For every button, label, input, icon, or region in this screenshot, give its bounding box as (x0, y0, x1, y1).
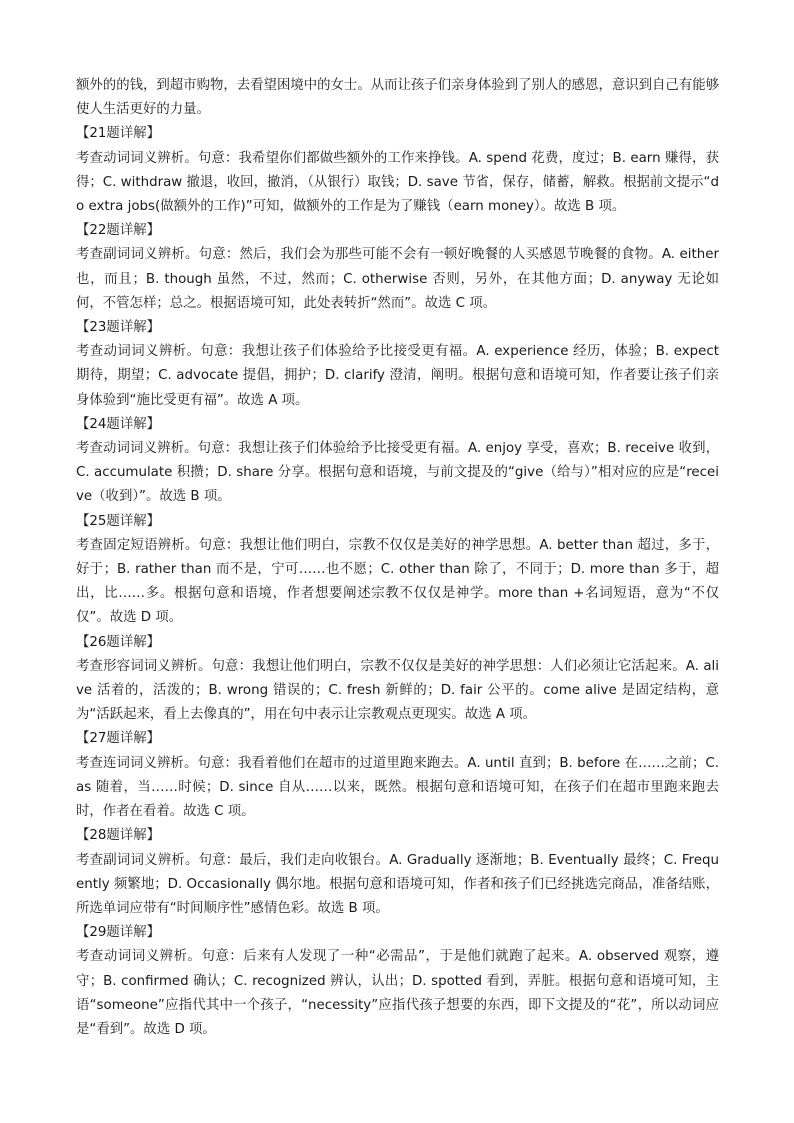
section-heading: 【23题详解】 (76, 320, 160, 336)
section-heading: 【29题详解】 (76, 925, 160, 941)
section-body: 考查副词词义辨析。句意：然后，我们会为那些可能不会有一顿好晚餐的人买感恩节晚餐的食物。A. either 也，而且；B. though 虽然，不过，然而；C. otherwise 否则，另外，在其他方面；D. anyway 无论如何，不管怎样；总之。根据语境可知，此处表转折“然而”。故选 C 项。 (76, 247, 719, 311)
section-body: 考查动词词义辨析。句意：我想让孩子们体验给予比接受更有福。A. experience 经历，体验；B. expect 期待，期望；C. advocate 提倡，拥护；D. clarify 澄清，阐明。根据句意和语境可知，作者要让孩子们亲身体验到“施比受更有福”。故选 A 项。 (76, 344, 719, 408)
section-26 (76, 631, 719, 728)
section-25 (76, 510, 719, 631)
section-heading: 【28题详解】 (76, 828, 160, 844)
section-heading: 【25题详解】 (76, 513, 160, 529)
section-body: 考查副词词义辨析。句意：最后，我们走向收银台。A. Gradually 逐渐地；B. Eventually 最终；C. Frequently 频繁地；D. Occasionally 偶尔地。根据句意和语境可知，作者和孩子们已经挑选完商品，准备结账，所选单词应带有“时间顺序性”感情色彩。故选 B 项。 (76, 852, 719, 916)
intro-paragraph: 额外的的钱，到超市购物，去看望困境中的女士。从而让孩子们亲身体验到了别人的感恩，意识到自己有能够使人生活更好的力量。 (76, 78, 719, 118)
section-heading: 【26题详解】 (76, 634, 160, 650)
document-page (76, 74, 719, 1042)
section-body: 考查动词词义辨析。句意：我希望你们都做些额外的工作来挣钱。A. spend 花费，度过；B. earn 赚得，获得；C. withdraw 撤退，收回，撤消，（从银行）取钱；D. save 节省，保存，储蓄，解救。根据前文提示“do extra jobs(做额外的工作)”可知，做额外的工作是为了赚钱（earn money）。故选 B 项。 (76, 150, 719, 215)
section-22 (76, 219, 719, 316)
section-27 (76, 727, 719, 824)
section-heading: 【22题详解】 (76, 223, 160, 239)
section-body: 考查动词词义辨析。句意：我想让孩子们体验给予比接受更有福。A. enjoy 享受，喜欢；B. receive 收到，C. accumulate 积攒；D. share 分享。根据句意和语境，与前文提及的“give（给与）”相对应的应是“receive（收到）”。故选 B 项。 (76, 441, 719, 505)
section-heading: 【21题详解】 (76, 126, 160, 142)
section-body: 考查固定短语辨析。句意：我想让他们明白，宗教不仅仅是美好的神学思想。A. better than 超过，多于，好于；B. rather than 而不是，宁可……也不愿；C. other than 除了，不同于；D. more than 多于，超出，比……多。根据句意和语境，作者想要阐述宗教不仅仅是神学。more than +名词短语，意为“不仅仅”。故选 D 项。 (76, 537, 719, 626)
section-21 (76, 122, 719, 219)
section-29 (76, 921, 719, 1042)
section-body: 考查形容词词义辨析。句意：我想让他们明白，宗教不仅仅是美好的神学思想：人们必须让它活起来。A. alive 活着的，活泼的；B. wrong 错误的；C. fresh 新鲜的；D. fair 公平的。come alive 是固定结构，意为“活跃起来，看上去像真的”，用在句中表示让宗教观点更现实。故选 A 项。 (76, 658, 719, 723)
section-24 (76, 413, 719, 510)
section-28 (76, 824, 719, 921)
section-body: 考查连词词义辨析。句意：我看着他们在超市的过道里跑来跑去。A. until 直到；B. before 在……之前；C. as 随着，当……时候；D. since 自从……以来，既然。根据句意和语境可知，在孩子们在超市里跑来跑去时，作者在看着。故选 C 项。 (76, 755, 719, 820)
section-body: 考查动词词义辨析。句意：后来有人发现了一种“必需品”，于是他们就跑了起来。A. observed 观察，遵守；B. confirmed 确认；C. recognized 辨认，认出；D. spotted 看到，弄脏。根据句意和语境可知，主语“someone”应指代其中一个孩子，“necessity”应指代孩子想要的东西，即下文提及的“花”，所以动词应是“看到”。故选 D 项。 (76, 949, 719, 1037)
section-heading: 【27题详解】 (76, 731, 160, 747)
section-heading: 【24题详解】 (76, 416, 160, 432)
section-23 (76, 316, 719, 413)
